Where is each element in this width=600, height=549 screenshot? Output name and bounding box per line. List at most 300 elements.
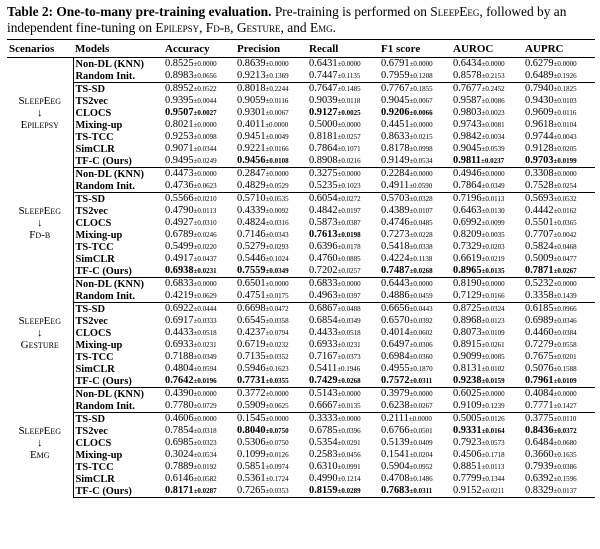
metric-std: ±0.0049	[265, 133, 289, 141]
metric-value: 0.1545	[237, 413, 266, 424]
metric-cell	[379, 253, 451, 265]
metric-value: 0.4084	[525, 388, 554, 399]
metric-std: ±0.0000	[553, 170, 577, 178]
metric-value: 0.5693	[525, 193, 554, 204]
metric-cell	[451, 375, 523, 388]
table-row	[7, 229, 595, 241]
metric-value: 0.8725	[453, 303, 482, 314]
scenario-target: Fd-b	[29, 228, 51, 241]
metric-value: 0.8178	[381, 143, 410, 154]
metric-std: ±0.1439	[553, 292, 577, 300]
metric-std: ±0.0656	[193, 72, 217, 80]
metric-cell	[523, 413, 595, 426]
metric-value: 0.7487	[381, 265, 410, 276]
metric-value: 0.7447	[309, 70, 338, 81]
metric-value: 0.8190	[453, 278, 482, 289]
metric-std: ±0.0231	[193, 267, 217, 275]
metric-cell	[307, 461, 379, 473]
metric-std: ±0.0108	[265, 157, 289, 165]
metric-value: 0.7279	[525, 339, 554, 350]
metric-value: 0.8915	[453, 339, 482, 350]
metric-value: 0.9587	[453, 95, 482, 106]
metric-std: ±0.0437	[193, 255, 217, 263]
metric-std: ±0.0582	[193, 475, 217, 483]
metric-value: 0.1099	[237, 449, 266, 460]
metric-value: 0.6719	[237, 339, 266, 350]
metric-cell	[163, 107, 235, 119]
metric-cell	[379, 461, 451, 473]
table-row	[7, 131, 595, 143]
metric-std: ±0.1239	[481, 402, 505, 410]
table-row	[7, 119, 595, 131]
metric-std: ±0.0231	[337, 341, 361, 349]
metric-cell	[163, 400, 235, 413]
metric-cell	[307, 449, 379, 461]
metric-std: ±0.1724	[265, 475, 289, 483]
caption-and: and	[287, 20, 310, 35]
table-row	[7, 143, 595, 155]
metric-cell	[163, 241, 235, 253]
metric-std: ±0.0066	[409, 109, 433, 117]
metric-cell	[451, 473, 523, 485]
model-name: SimCLR	[75, 363, 115, 375]
metric-cell	[163, 425, 235, 437]
metric-cell	[379, 193, 451, 206]
metric-std: ±0.0323	[193, 439, 217, 447]
metric-std: ±0.0750	[265, 427, 289, 435]
metric-std: ±0.0000	[337, 390, 361, 398]
metric-value: 0.5411	[309, 363, 338, 374]
metric-cell	[307, 143, 379, 155]
metric-value: 0.4736	[165, 180, 194, 191]
metric-std: ±0.0099	[481, 219, 505, 227]
metric-cell	[523, 363, 595, 375]
metric-value: 0.9152	[453, 485, 482, 496]
metric-value: 0.5851	[237, 461, 266, 472]
metric-std: ±0.0102	[481, 365, 505, 373]
metric-cell	[235, 303, 307, 316]
metric-value: 0.3333	[309, 413, 338, 424]
metric-value: 0.9395	[165, 95, 194, 106]
metric-std: ±0.0215	[409, 133, 433, 141]
metric-std: ±0.0338	[409, 243, 433, 251]
metric-value: 0.7642	[165, 375, 194, 386]
metric-cell	[523, 437, 595, 449]
metric-std: ±0.0358	[265, 317, 289, 325]
metric-value: 0.7329	[453, 241, 482, 252]
metric-value: 0.7731	[237, 375, 266, 386]
metric-std: ±0.0360	[409, 353, 433, 361]
metric-cell	[523, 155, 595, 168]
metric-std: ±0.0000	[553, 60, 577, 68]
metric-std: ±0.0000	[265, 415, 289, 423]
metric-std: ±0.0219	[481, 255, 505, 263]
metric-cell	[307, 217, 379, 229]
metric-value: 0.4606	[165, 413, 194, 424]
scenario-arrow-icon: ↓	[37, 216, 43, 229]
table-row	[7, 375, 595, 388]
metric-value: 0.9456	[237, 155, 266, 166]
metric-value: 0.6854	[309, 315, 338, 326]
table-row	[7, 315, 595, 327]
metric-cell	[523, 241, 595, 253]
metric-value: 0.7799	[453, 473, 482, 484]
metric-cell	[451, 241, 523, 253]
metric-value: 0.4946	[453, 168, 482, 179]
results-table	[7, 39, 595, 498]
metric-value: 0.6667	[309, 400, 338, 411]
metric-value: 0.6789	[165, 229, 194, 240]
metric-value: 0.7854	[165, 425, 194, 436]
metric-std: ±0.0103	[553, 97, 577, 105]
table-row	[7, 425, 595, 437]
table-row	[7, 205, 595, 217]
metric-value: 0.9811	[453, 155, 482, 166]
caption-targets: Epilepsy, Fd-b, Gesture,	[155, 20, 288, 35]
caption-source: SleepEeg	[430, 4, 480, 19]
scenario-target: Gesture	[20, 338, 59, 351]
metric-std: ±0.0211	[481, 487, 505, 495]
metric-value: 0.3660	[525, 449, 554, 460]
metric-cell	[235, 143, 307, 155]
metric-value: 0.6933	[309, 339, 338, 350]
metric-value: 0.7923	[453, 437, 482, 448]
scenario-target: Epilepsy	[20, 118, 59, 131]
metric-cell	[379, 265, 451, 278]
metric-std: ±0.0623	[193, 182, 217, 190]
metric-cell	[307, 70, 379, 83]
metric-value: 0.4911	[381, 180, 410, 191]
metric-cell	[307, 413, 379, 426]
metric-value: 0.4917	[165, 253, 194, 264]
metric-cell	[163, 180, 235, 193]
metric-cell	[451, 425, 523, 437]
metric-cell	[523, 180, 595, 193]
model-name: Non-DL (KNN)	[75, 168, 144, 180]
metric-value: 0.6985	[165, 437, 194, 448]
metric-std: ±0.0123	[481, 317, 505, 325]
metric-cell	[379, 449, 451, 461]
metric-cell	[523, 449, 595, 461]
metric-value: 0.8851	[453, 461, 482, 472]
metric-cell	[307, 193, 379, 206]
model-name: TS-SD	[75, 303, 105, 315]
metric-value: 0.2111	[381, 413, 409, 424]
table-row	[7, 193, 595, 206]
metric-std: ±0.0318	[193, 427, 217, 435]
metric-std: ±0.0220	[193, 243, 217, 251]
metric-cell	[235, 83, 307, 96]
metric-std: ±0.0289	[337, 487, 361, 495]
metric-std: ±0.0000	[337, 170, 361, 178]
metric-value: 0.4829	[237, 180, 266, 191]
metric-value: 0.6434	[453, 58, 482, 69]
metric-cell	[451, 107, 523, 119]
header-row	[7, 40, 595, 58]
metric-std: ±0.0518	[193, 329, 217, 337]
metric-value: 0.4451	[381, 119, 410, 130]
metric-cell	[163, 253, 235, 265]
metric-value: 0.5710	[237, 193, 266, 204]
metric-std: ±0.0456	[337, 451, 361, 459]
metric-std: ±0.0268	[409, 267, 433, 275]
metric-std: ±0.0126	[481, 415, 505, 423]
metric-value: 0.6984	[381, 351, 410, 362]
metric-std: ±0.0000	[481, 60, 505, 68]
metric-cell	[163, 339, 235, 351]
metric-value: 0.9301	[237, 107, 266, 118]
metric-value: 0.7528	[525, 180, 554, 191]
metric-cell	[523, 339, 595, 351]
metric-std: ±0.0000	[193, 280, 217, 288]
metric-value: 0.4804	[165, 363, 194, 374]
metric-value: 0.9507	[165, 107, 194, 118]
metric-std: ±0.0396	[337, 427, 361, 435]
metric-value: 0.7961	[525, 375, 554, 386]
metric-cell	[163, 485, 235, 498]
metric-std: ±0.0000	[265, 60, 289, 68]
scenario-arrow-icon: ↓	[37, 326, 43, 339]
metric-cell	[523, 143, 595, 155]
metric-std: ±0.0472	[265, 305, 289, 313]
metric-std: ±0.0034	[481, 133, 505, 141]
metric-value: 0.5354	[309, 437, 338, 448]
metric-std: ±0.0109	[481, 329, 505, 337]
metric-value: 0.4433	[165, 327, 194, 338]
metric-value: 0.5139	[381, 437, 410, 448]
metric-std: ±0.0232	[265, 341, 289, 349]
metric-cell	[523, 400, 595, 413]
metric-cell	[307, 205, 379, 217]
scenario-cell	[7, 388, 73, 498]
model-name: Random Init.	[73, 400, 163, 413]
metric-value: 0.7940	[525, 83, 554, 94]
metric-cell	[379, 425, 451, 437]
metric-cell	[379, 315, 451, 327]
metric-std: ±0.0043	[553, 133, 577, 141]
metric-std: ±0.1138	[409, 255, 433, 263]
metric-value: 0.5909	[237, 400, 266, 411]
metric-value: 0.8181	[309, 131, 338, 142]
metric-cell	[451, 143, 523, 155]
header-f1: F1 score	[379, 40, 451, 58]
metric-std: ±0.1344	[481, 475, 505, 483]
metric-std: ±0.0027	[193, 109, 217, 117]
metric-std: ±0.0092	[265, 207, 289, 215]
metric-std: ±0.0118	[337, 97, 361, 105]
metric-value: 0.7767	[381, 83, 410, 94]
metric-std: ±0.0210	[193, 195, 217, 203]
metric-cell	[523, 485, 595, 498]
metric-std: ±0.0991	[337, 463, 361, 471]
metric-std: ±0.0602	[409, 329, 433, 337]
metric-cell	[379, 388, 451, 401]
metric-cell	[379, 375, 451, 388]
metric-value: 0.3979	[381, 388, 410, 399]
metric-cell	[451, 363, 523, 375]
metric-std: ±0.0135	[481, 267, 505, 275]
metric-value: 0.4460	[525, 327, 554, 338]
metric-value: 0.6933	[165, 339, 194, 350]
metric-std: ±0.0254	[553, 182, 577, 190]
table-row	[7, 180, 595, 193]
metric-value: 0.7780	[165, 400, 194, 411]
metric-cell	[163, 290, 235, 303]
model-name: TF-C (Ours)	[73, 485, 163, 498]
model-name: Non-DL (KNN)	[75, 278, 144, 290]
table-row	[7, 303, 595, 316]
metric-cell	[523, 473, 595, 485]
metric-value: 0.5306	[237, 437, 266, 448]
metric-value: 0.5873	[309, 217, 338, 228]
metric-cell	[523, 58, 595, 71]
metric-value: 0.5418	[381, 241, 410, 252]
metric-cell	[379, 413, 451, 426]
metric-std: ±0.2452	[481, 85, 505, 93]
metric-cell	[307, 290, 379, 303]
model-name: Mixing-up	[75, 449, 123, 461]
metric-value: 0.9059	[237, 95, 266, 106]
metric-std: ±0.0346	[553, 317, 577, 325]
model-name: TS-SD	[75, 413, 105, 425]
metric-cell	[235, 265, 307, 278]
model-name: TF-C (Ours)	[73, 375, 163, 388]
metric-std: ±0.0444	[193, 305, 217, 313]
metric-value: 0.6392	[525, 473, 554, 484]
metric-cell	[379, 107, 451, 119]
metric-std: ±0.0539	[481, 145, 505, 153]
metric-std: ±0.1214	[337, 475, 361, 483]
metric-value: 0.5904	[381, 461, 410, 472]
metric-cell	[379, 485, 451, 498]
model-name: TS-SD	[75, 193, 105, 205]
metric-std: ±0.0025	[337, 109, 361, 117]
metric-cell	[523, 303, 595, 316]
metric-value: 0.6656	[381, 303, 410, 314]
metric-value: 0.4751	[237, 290, 266, 301]
metric-cell	[307, 107, 379, 119]
metric-value: 0.7683	[381, 485, 410, 496]
metric-cell	[163, 131, 235, 143]
metric-std: ±0.0000	[193, 170, 217, 178]
metric-cell	[163, 70, 235, 83]
metric-std: ±0.1926	[553, 72, 577, 80]
metric-value: 0.4389	[381, 205, 410, 216]
metric-cell	[235, 155, 307, 168]
metric-value: 0.3358	[525, 290, 554, 301]
metric-cell	[235, 70, 307, 83]
metric-cell	[451, 339, 523, 351]
metric-value: 0.4746	[381, 217, 410, 228]
model-name: TS2vec	[75, 425, 108, 437]
metric-std: ±0.0175	[265, 292, 289, 300]
metric-value: 0.4237	[237, 327, 266, 338]
caption-last-target: Emg	[309, 20, 333, 35]
metric-cell	[379, 327, 451, 339]
metric-value: 0.6146	[165, 473, 194, 484]
metric-std: ±0.0197	[337, 207, 361, 215]
metric-value: 0.7889	[165, 461, 194, 472]
metric-value: 0.5076	[525, 363, 554, 374]
metric-cell	[379, 70, 451, 83]
model-name: TS-TCC	[75, 461, 114, 473]
metric-cell	[379, 351, 451, 363]
metric-value: 0.8908	[309, 155, 338, 166]
metric-value: 0.9045	[453, 143, 482, 154]
metric-value: 0.8021	[165, 119, 194, 130]
metric-cell	[451, 229, 523, 241]
metric-std: ±0.0349	[481, 182, 505, 190]
metric-std: ±0.1596	[553, 475, 577, 483]
metric-value: 0.4760	[309, 253, 338, 264]
metric-value: 0.9609	[525, 107, 554, 118]
metric-std: ±0.0534	[409, 157, 433, 165]
metric-value: 0.8525	[165, 58, 194, 69]
metric-value: 0.6992	[453, 217, 482, 228]
metric-cell	[307, 400, 379, 413]
metric-value: 0.8329	[525, 485, 554, 496]
metric-cell	[235, 425, 307, 437]
metric-cell	[235, 449, 307, 461]
metric-value: 0.9253	[165, 131, 194, 142]
metric-cell	[379, 95, 451, 107]
metric-cell	[451, 461, 523, 473]
metric-cell	[235, 437, 307, 449]
metric-value: 0.3775	[525, 413, 554, 424]
metric-std: ±0.0203	[481, 243, 505, 251]
metric-cell	[379, 83, 451, 96]
metric-cell	[523, 131, 595, 143]
metric-value: 0.6484	[525, 437, 554, 448]
metric-cell	[235, 473, 307, 485]
caption-end: .	[332, 20, 336, 35]
table-row	[7, 339, 595, 351]
metric-std: ±0.0137	[553, 487, 577, 495]
metric-std: ±0.0000	[265, 170, 289, 178]
metric-value: 0.5824	[525, 241, 554, 252]
model-name: Random Init.	[73, 70, 163, 83]
metric-std: ±0.0023	[481, 109, 505, 117]
model-name: CLOCS	[75, 437, 112, 449]
metric-std: ±0.0067	[265, 109, 289, 117]
metric-value: 0.7202	[309, 265, 338, 276]
metric-cell	[307, 473, 379, 485]
metric-cell	[235, 400, 307, 413]
model-name: Mixing-up	[75, 229, 123, 241]
metric-std: ±0.0198	[337, 231, 361, 239]
metric-cell	[523, 315, 595, 327]
table-row	[7, 473, 595, 485]
table-row	[7, 253, 595, 265]
metric-value: 0.7771	[525, 400, 554, 411]
metric-std: ±0.0409	[409, 439, 433, 447]
metric-cell	[307, 339, 379, 351]
metric-std: ±0.0372	[553, 427, 577, 435]
metric-std: ±0.0310	[193, 219, 217, 227]
model-name: Non-DL (KNN)	[75, 388, 144, 400]
metric-value: 0.4219	[165, 290, 194, 301]
metric-value: 0.4955	[381, 363, 410, 374]
metric-std: ±0.0998	[409, 145, 433, 153]
metric-value: 0.4433	[309, 327, 338, 338]
metric-std: ±0.0130	[481, 207, 505, 215]
metric-cell	[523, 351, 595, 363]
metric-value: 0.7265	[237, 485, 266, 496]
scenario-cell	[7, 58, 73, 168]
metric-cell	[451, 253, 523, 265]
metric-cell	[163, 303, 235, 316]
metric-std: ±0.0216	[337, 157, 361, 165]
